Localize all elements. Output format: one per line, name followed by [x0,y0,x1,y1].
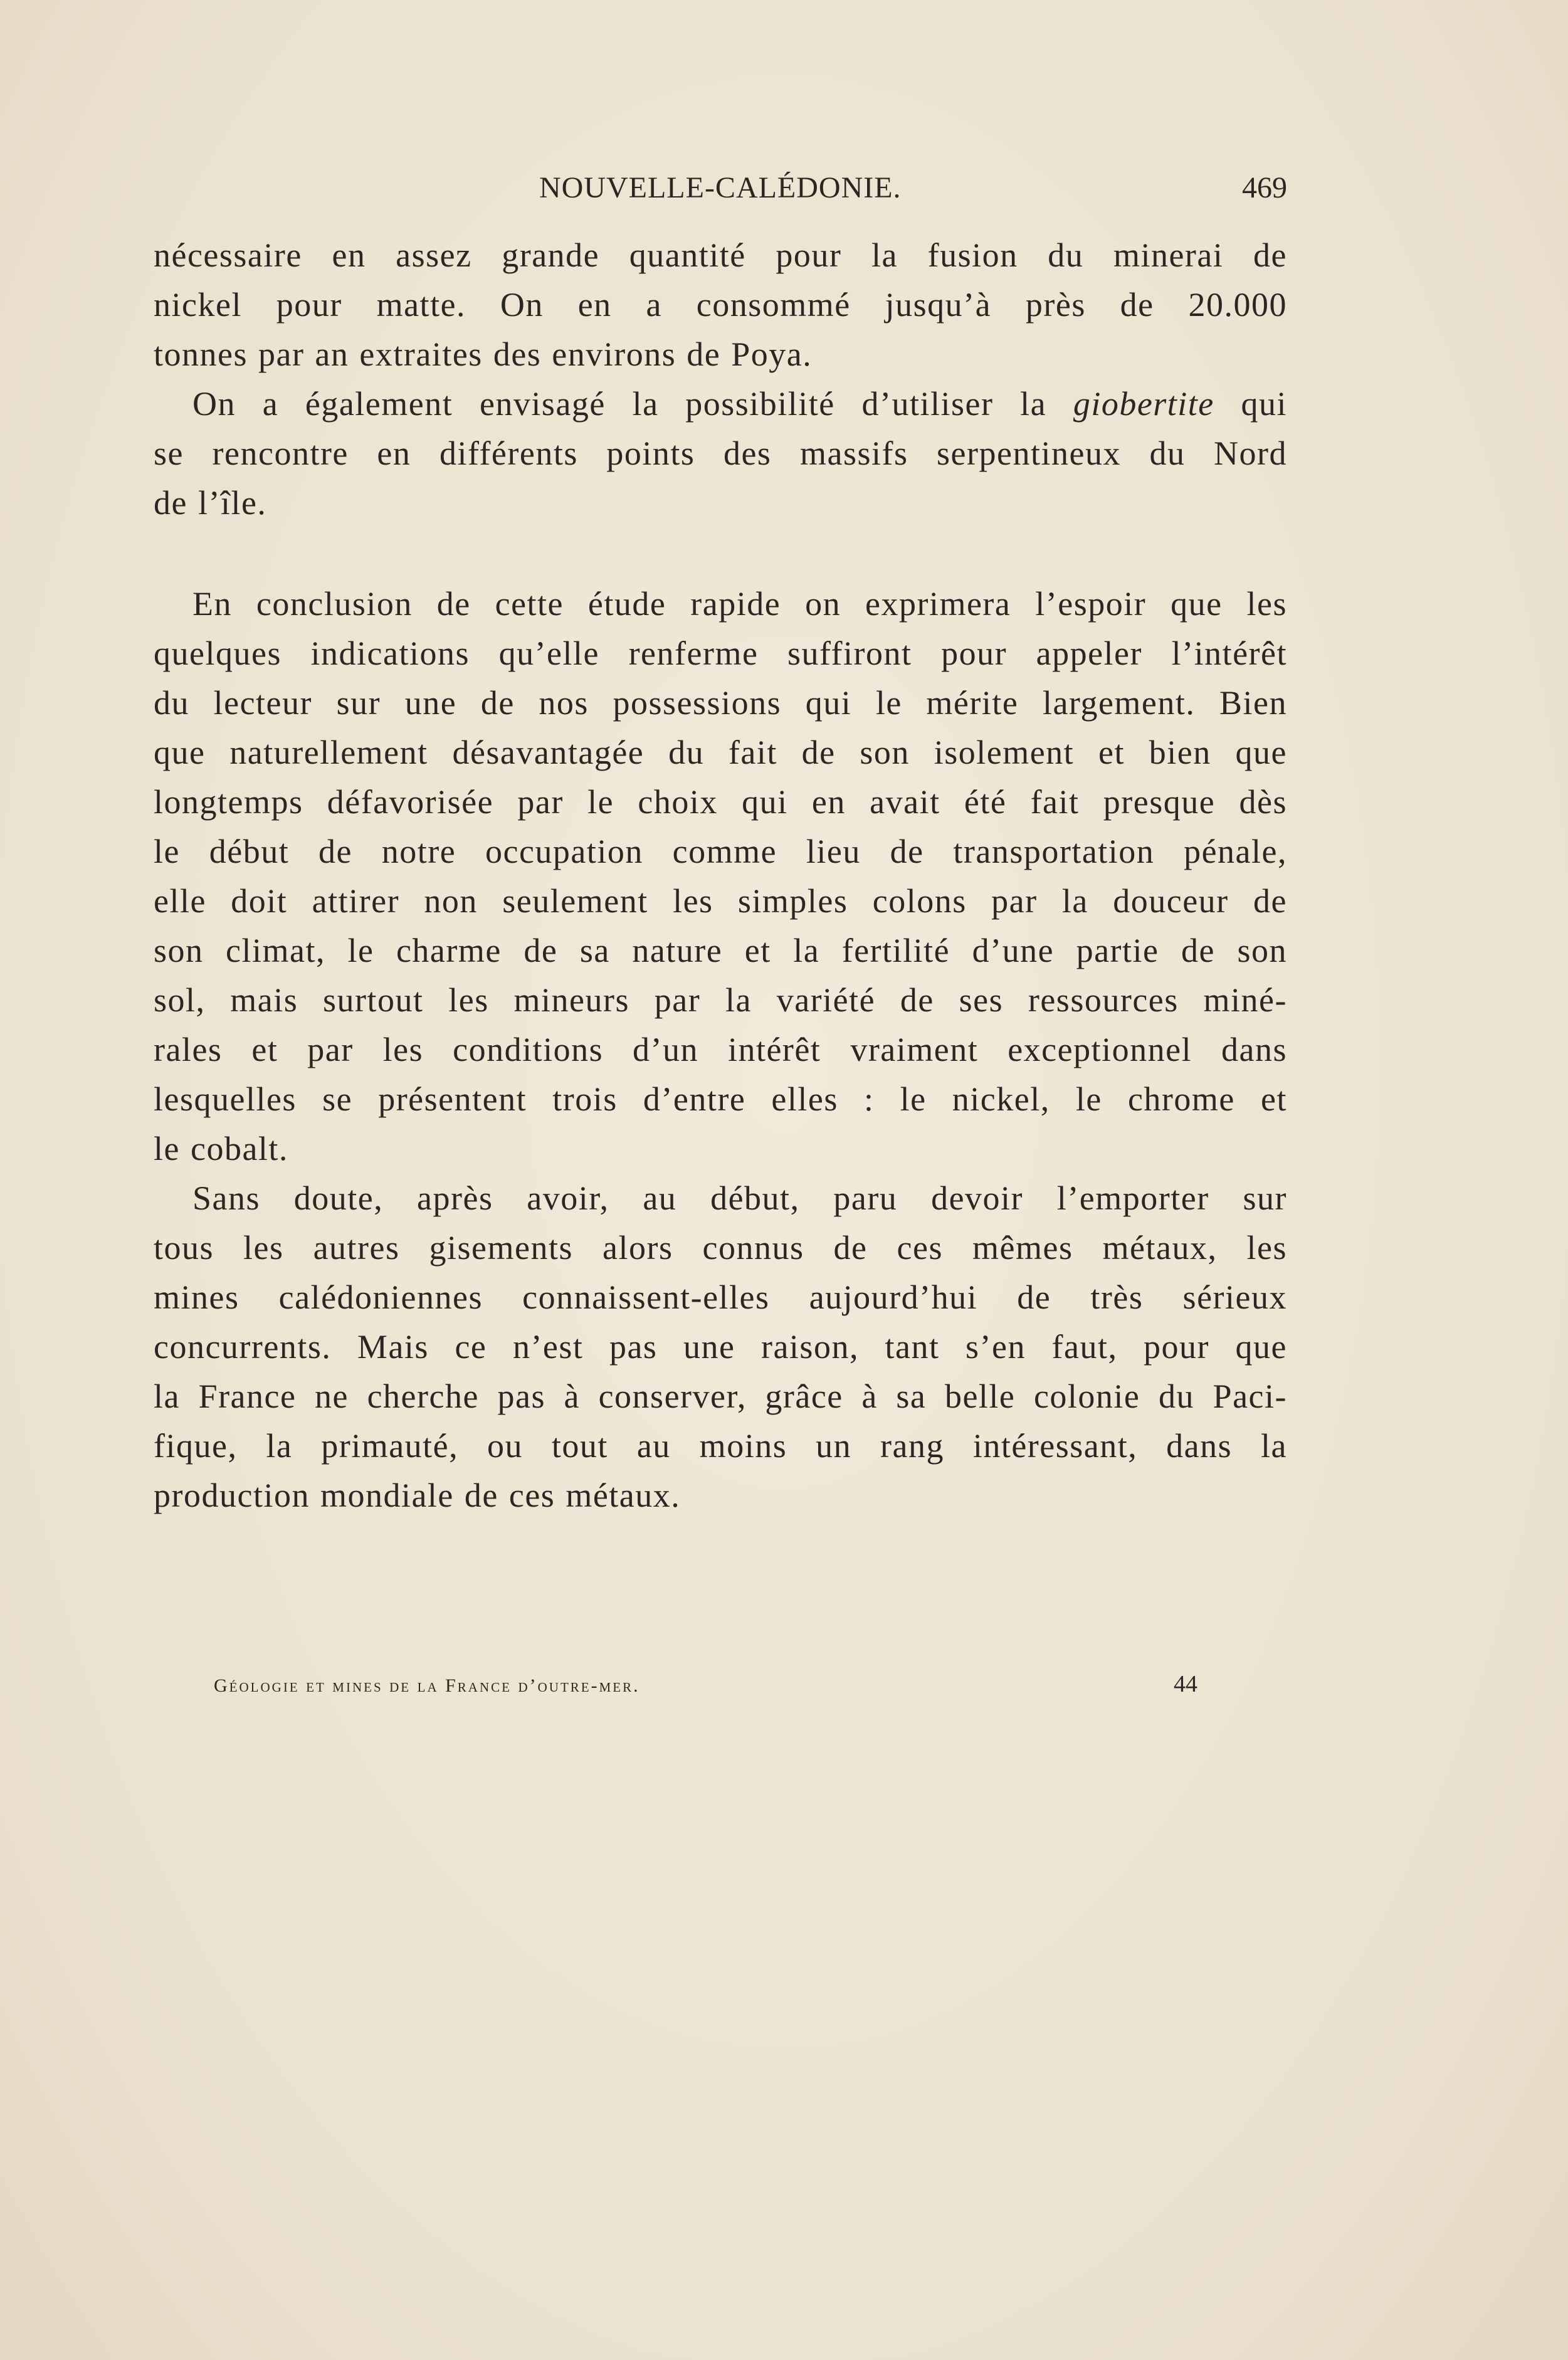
text-line: elle doit attirer non seulement les simples colons par la douceur de [154,882,1287,920]
text-line: sol, mais surtout les mineurs par la variété de ses ressources miné- [154,981,1287,1019]
text-line: se rencontre en différents points des massifs serpentineux du Nord [154,435,1287,472]
running-header: NOUVELLE-CALÉDONIE. [539,171,902,204]
text-line: de l’île. [154,484,267,522]
text-segment: On a également envisagé la possibilité d’utiliser la [192,385,1073,423]
text-line: le cobalt. [154,1130,288,1167]
signature-mark: 44 [1174,1671,1197,1697]
text-line: son climat, le charme de sa nature et la fertilité d’une partie de son [154,932,1287,969]
page-number: 469 [1242,171,1287,204]
text-line: concurrents. Mais ce n’est pas une raison, tant s’en faut, pour que [154,1328,1287,1366]
text-line: En conclusion de cette étude rapide on exprimera l’espoir que les [192,585,1287,623]
text-line: que naturellement désavantagée du fait de son isolement et bien que [154,734,1287,771]
text-line: nécessaire en assez grande quantité pour la fusion du minerai de [154,236,1287,274]
text-line: fique, la primauté, ou tout au moins un rang intéressant, dans la [154,1427,1287,1465]
paragraph [154,579,1287,1174]
paragraph [154,1174,1287,1520]
text-line: tous les autres gisements alors connus de ces mêmes métaux, les [154,1229,1287,1267]
text-line: le début de notre occupation comme lieu de transportation pénale, [154,833,1287,870]
paragraph [154,231,1287,379]
text-line: longtemps défavorisée par le choix qui en avait été fait presque dès [154,783,1287,821]
text-line: lesquelles se présentent trois d’entre elles : le nickel, le chrome et [154,1080,1287,1118]
text-line: rales et par les conditions d’un intérêt vraiment exceptionnel dans [154,1031,1287,1068]
italic-term: giobertite [1073,385,1214,423]
text-line: mines calédoniennes connaissent-elles aujourd’hui de très sérieux [154,1278,1287,1316]
text-line: du lecteur sur une de nos possessions qui le mérite largement. Bien [154,684,1287,722]
paragraph [154,379,1287,528]
text-segment: qui [1214,385,1287,423]
footer-book-title: Géologie et mines de la France d’outre-mer. [214,1675,640,1696]
text-line: nickel pour matte. On en a consommé jusqu’à près de 20.000 [154,286,1287,324]
text-line: production mondiale de ces métaux. [154,1477,681,1514]
text-line: Sans doute, après avoir, au début, paru devoir l’emporter sur [192,1179,1287,1217]
text-line: la France ne cherche pas à conserver, grâce à sa belle colonie du Paci- [154,1378,1287,1415]
body-text [154,231,1287,1520]
text-line: quelques indications qu’elle renferme suffiront pour appeler l’intérêt [154,635,1287,672]
text-line [154,379,1287,429]
text-line: tonnes par an extraites des environs de Poya. [154,335,813,373]
